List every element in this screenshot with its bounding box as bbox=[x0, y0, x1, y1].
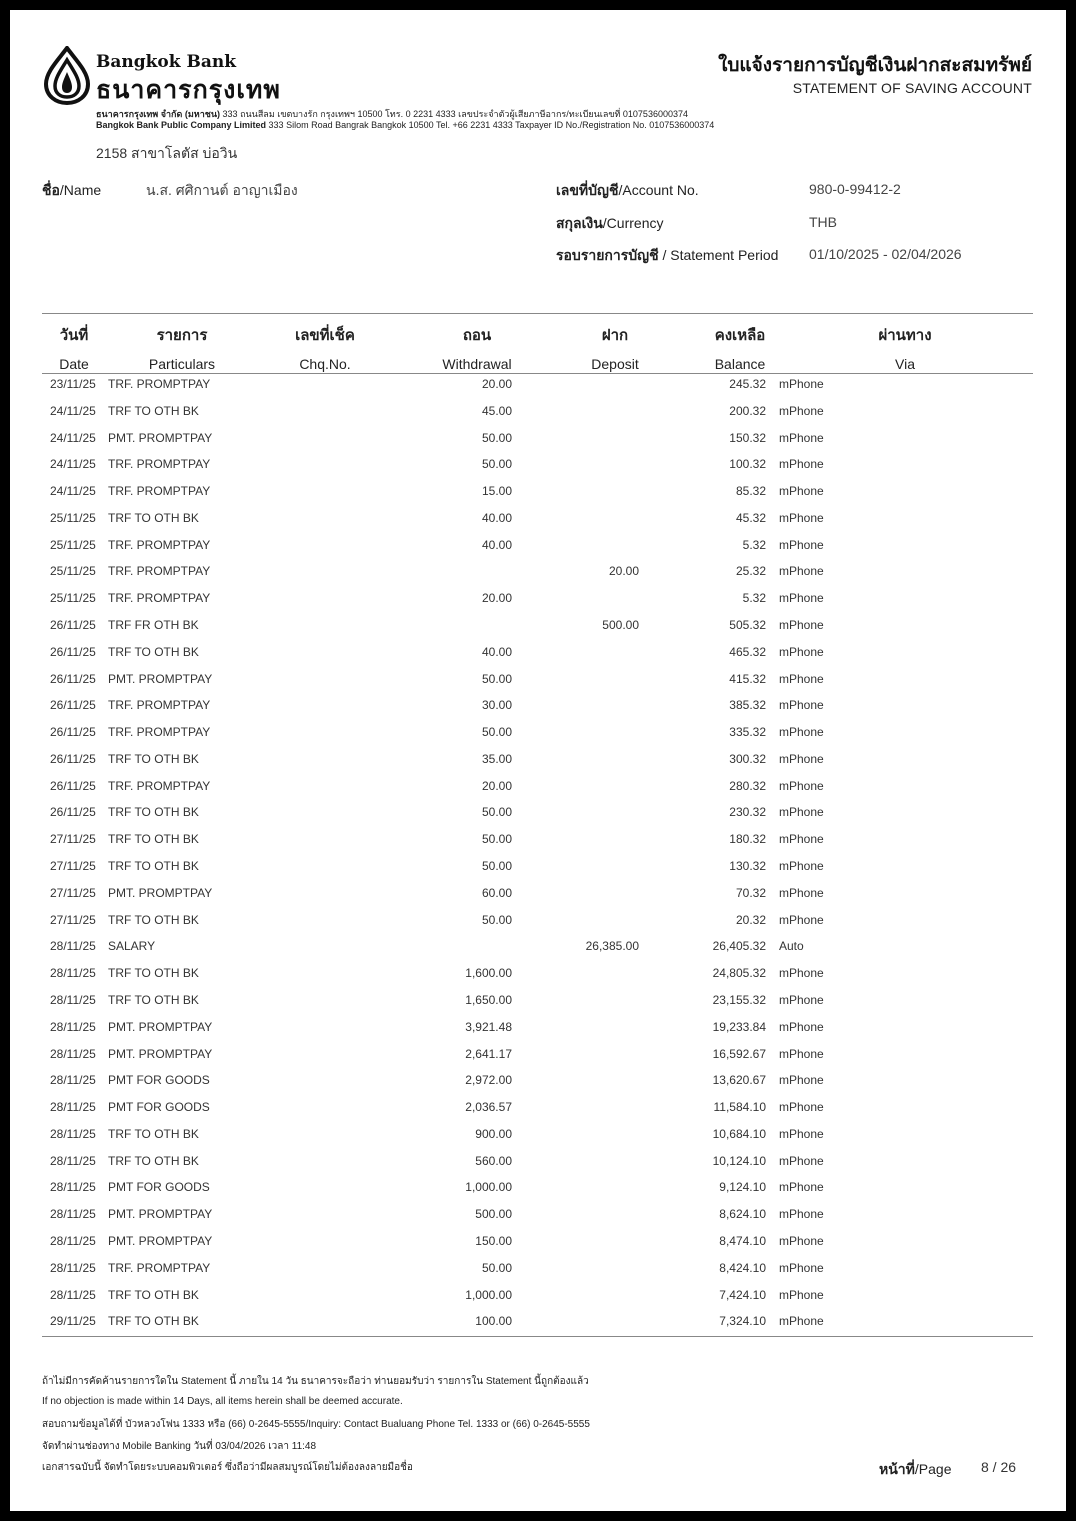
row-withdrawal: 500.00 bbox=[475, 1207, 512, 1222]
row-particulars: TRF TO OTH BK bbox=[108, 644, 199, 659]
row-date: 28/11/25 bbox=[50, 1180, 96, 1195]
table-row bbox=[10, 1180, 1066, 1200]
row-withdrawal: 900.00 bbox=[475, 1126, 512, 1141]
row-via: Auto bbox=[779, 939, 804, 954]
table-row bbox=[10, 484, 1066, 504]
name-label bbox=[42, 180, 101, 202]
header-via-en: Via bbox=[895, 356, 915, 372]
row-particulars: PMT. PROMPTPAY bbox=[108, 1207, 213, 1222]
row-via: mPhone bbox=[779, 510, 824, 525]
row-via: mPhone bbox=[779, 1100, 824, 1115]
row-particulars: TRF TO OTH BK bbox=[108, 1153, 199, 1168]
row-balance: 10,684.10 bbox=[712, 1126, 766, 1141]
account-no-label-en: /Account No. bbox=[618, 182, 699, 198]
row-via: mPhone bbox=[779, 591, 824, 606]
row-via: mPhone bbox=[779, 859, 824, 874]
row-particulars: TRF TO OTH BK bbox=[108, 1314, 199, 1329]
row-date: 26/11/25 bbox=[50, 725, 96, 740]
row-balance: 11,584.10 bbox=[713, 1100, 766, 1115]
row-balance: 45.32 bbox=[735, 510, 766, 525]
row-particulars: PMT. PROMPTPAY bbox=[108, 1019, 213, 1034]
header-date-th: วันที่ bbox=[59, 327, 89, 344]
row-withdrawal: 560.00 bbox=[475, 1153, 512, 1168]
row-via: mPhone bbox=[779, 1153, 824, 1168]
row-withdrawal: 45.00 bbox=[481, 403, 512, 418]
account-number: 980-0-99412-2 bbox=[809, 181, 901, 197]
row-withdrawal: 150.00 bbox=[475, 1233, 512, 1248]
row-withdrawal: 1,650.00 bbox=[465, 992, 512, 1007]
row-balance: 245.32 bbox=[729, 377, 766, 391]
row-date: 25/11/25 bbox=[50, 537, 96, 552]
table-row bbox=[10, 511, 1066, 531]
currency-value: THB bbox=[809, 214, 837, 230]
row-withdrawal: 100.00 bbox=[475, 1314, 512, 1329]
table-row bbox=[10, 966, 1066, 986]
row-particulars: TRF TO OTH BK bbox=[108, 992, 199, 1007]
row-date: 24/11/25 bbox=[50, 430, 96, 445]
row-balance: 70.32 bbox=[735, 885, 766, 900]
row-via: mPhone bbox=[779, 1260, 824, 1275]
row-withdrawal: 50.00 bbox=[481, 725, 512, 740]
row-via: mPhone bbox=[779, 1287, 824, 1302]
table-row bbox=[10, 1261, 1066, 1281]
table-row bbox=[10, 832, 1066, 852]
row-withdrawal: 50.00 bbox=[481, 912, 512, 927]
row-date: 28/11/25 bbox=[50, 992, 96, 1007]
table-row bbox=[10, 1314, 1066, 1334]
row-particulars: TRF TO OTH BK bbox=[108, 1287, 199, 1302]
statement-period-label-en: / Statement Period bbox=[658, 247, 779, 263]
row-via: mPhone bbox=[779, 912, 824, 927]
currency-label-en: /Currency bbox=[602, 215, 664, 231]
row-withdrawal: 40.00 bbox=[481, 510, 512, 525]
table-row bbox=[10, 1047, 1066, 1067]
table-row bbox=[10, 1288, 1066, 1308]
row-particulars: TRF. PROMPTPAY bbox=[108, 698, 211, 713]
row-particulars: TRF TO OTH BK bbox=[108, 1126, 199, 1141]
row-particulars: TRF TO OTH BK bbox=[108, 510, 199, 525]
row-particulars: TRF TO OTH BK bbox=[108, 751, 199, 766]
header-particulars bbox=[122, 323, 242, 372]
row-via: mPhone bbox=[779, 805, 824, 820]
row-particulars: TRF. PROMPTPAY bbox=[108, 778, 211, 793]
page-number: 8 / 26 bbox=[981, 1459, 1017, 1475]
row-balance: 8,624.10 bbox=[719, 1207, 766, 1222]
table-row bbox=[10, 591, 1066, 611]
header-date bbox=[44, 323, 104, 372]
row-via: mPhone bbox=[779, 1073, 824, 1088]
row-balance: 8,424.10 bbox=[719, 1260, 766, 1275]
row-via: mPhone bbox=[779, 537, 824, 552]
table-row bbox=[10, 886, 1066, 906]
row-date: 28/11/25 bbox=[50, 1100, 96, 1115]
row-balance: 24,805.32 bbox=[712, 966, 766, 981]
table-row bbox=[10, 1100, 1066, 1120]
row-particulars: TRF TO OTH BK bbox=[108, 912, 199, 927]
header-balance-en: Balance bbox=[714, 356, 766, 372]
row-withdrawal: 50.00 bbox=[481, 457, 512, 472]
row-balance: 5.32 bbox=[742, 537, 766, 552]
address-en-detail: 333 Silom Road Bangrak Bangkok 10500 Tel. +66 2231 4333 Taxpayer ID No./Registration No. 0107536000374 bbox=[268, 120, 715, 130]
address-en-company: Bangkok Bank Public Company Limited bbox=[96, 120, 267, 130]
row-date: 28/11/25 bbox=[50, 1126, 96, 1141]
row-date: 26/11/25 bbox=[50, 644, 96, 659]
table-row bbox=[10, 564, 1066, 584]
row-particulars: PMT. PROMPTPAY bbox=[108, 1233, 213, 1248]
row-balance: 10,124.10 bbox=[712, 1153, 766, 1168]
row-withdrawal: 3,921.48 bbox=[465, 1019, 512, 1034]
row-date: 28/11/25 bbox=[50, 939, 96, 954]
statement-title-th: ใบแจ้งรายการบัญชีเงินฝากสะสมทรัพย์ bbox=[718, 55, 1032, 76]
row-date: 29/11/25 bbox=[50, 1314, 96, 1329]
row-particulars: TRF. PROMPTPAY bbox=[108, 457, 211, 472]
row-withdrawal: 40.00 bbox=[481, 644, 512, 659]
row-balance: 5.32 bbox=[742, 591, 766, 606]
row-particulars: TRF. PROMPTPAY bbox=[108, 591, 211, 606]
row-withdrawal: 50.00 bbox=[481, 859, 512, 874]
table-top-rule bbox=[42, 313, 1033, 314]
row-balance: 335.32 bbox=[729, 725, 766, 740]
row-withdrawal: 50.00 bbox=[481, 805, 512, 820]
row-particulars: TRF FR OTH BK bbox=[108, 618, 199, 633]
row-via: mPhone bbox=[779, 403, 824, 418]
row-via: mPhone bbox=[779, 832, 824, 847]
row-balance: 180.32 bbox=[729, 832, 766, 847]
row-deposit: 20.00 bbox=[608, 564, 639, 579]
table-row bbox=[10, 457, 1066, 477]
row-particulars: TRF. PROMPTPAY bbox=[108, 484, 211, 499]
account-no-label bbox=[556, 180, 699, 202]
row-via: mPhone bbox=[779, 1126, 824, 1141]
row-balance: 200.32 bbox=[729, 403, 766, 418]
row-particulars: PMT FOR GOODS bbox=[108, 1180, 210, 1195]
table-row bbox=[10, 645, 1066, 665]
row-balance: 100.32 bbox=[729, 457, 766, 472]
table-row bbox=[10, 725, 1066, 745]
table-row bbox=[10, 859, 1066, 879]
page-number-label bbox=[879, 1459, 951, 1481]
row-balance: 16,592.67 bbox=[712, 1046, 766, 1061]
page-label-en: /Page bbox=[914, 1461, 952, 1477]
header-via bbox=[855, 323, 955, 372]
row-balance: 26,405.32 bbox=[712, 939, 766, 954]
header-balance-th: คงเหลือ bbox=[714, 327, 766, 344]
row-date: 28/11/25 bbox=[50, 1073, 96, 1088]
row-via: mPhone bbox=[779, 992, 824, 1007]
row-date: 27/11/25 bbox=[50, 912, 96, 927]
footer-generated: จัดทำผ่านช่องทาง Mobile Banking วันที่ 03/04/2026 เวลา 11:48 bbox=[42, 1441, 317, 1452]
row-via: mPhone bbox=[779, 644, 824, 659]
row-via: mPhone bbox=[779, 885, 824, 900]
table-row bbox=[10, 805, 1066, 825]
row-via: mPhone bbox=[779, 1314, 824, 1329]
row-via: mPhone bbox=[779, 564, 824, 579]
table-row bbox=[10, 672, 1066, 692]
header-withdrawal-en: Withdrawal bbox=[442, 356, 512, 372]
table-row bbox=[10, 993, 1066, 1013]
header-particulars-en: Particulars bbox=[148, 356, 216, 372]
row-date: 26/11/25 bbox=[50, 751, 96, 766]
table-row bbox=[10, 1234, 1066, 1254]
statement-page bbox=[10, 10, 1066, 1511]
row-date: 28/11/25 bbox=[50, 966, 96, 981]
branch-name: 2158 สาขาโลตัส บ่อวิน bbox=[96, 145, 238, 161]
row-withdrawal: 50.00 bbox=[481, 671, 512, 686]
row-particulars: TRF TO OTH BK bbox=[108, 403, 199, 418]
row-date: 28/11/25 bbox=[50, 1233, 96, 1248]
header-deposit-en: Deposit bbox=[591, 356, 639, 372]
row-date: 25/11/25 bbox=[50, 591, 96, 606]
table-row bbox=[10, 779, 1066, 799]
row-date: 24/11/25 bbox=[50, 403, 96, 418]
footer-inquiry: สอบถามข้อมูลได้ที่ บัวหลวงโฟน 1333 หรือ (66) 0-2645-5555/Inquiry: Contact Bualuang Phone Tel. 1333 or (66) 0-2645-5555 bbox=[42, 1419, 590, 1430]
row-balance: 465.32 bbox=[729, 644, 766, 659]
row-via: mPhone bbox=[779, 725, 824, 740]
row-withdrawal: 20.00 bbox=[481, 591, 512, 606]
table-row bbox=[10, 698, 1066, 718]
header-date-en: Date bbox=[59, 356, 89, 372]
header-bottom-rule bbox=[42, 373, 1033, 374]
row-withdrawal: 50.00 bbox=[481, 1260, 512, 1275]
row-particulars: TRF TO OTH BK bbox=[108, 966, 199, 981]
header-deposit-th: ฝาก bbox=[601, 327, 629, 344]
table-row bbox=[10, 1207, 1066, 1227]
row-particulars: TRF TO OTH BK bbox=[108, 859, 199, 874]
row-particulars: PMT FOR GOODS bbox=[108, 1100, 210, 1115]
row-via: mPhone bbox=[779, 698, 824, 713]
table-row bbox=[10, 1154, 1066, 1174]
name-label-th: ชื่อ bbox=[42, 182, 60, 198]
row-date: 26/11/25 bbox=[50, 618, 96, 633]
row-withdrawal: 2,641.17 bbox=[465, 1046, 512, 1061]
currency-label-th: สกุลเงิน bbox=[556, 215, 603, 231]
row-withdrawal: 50.00 bbox=[481, 832, 512, 847]
table-row bbox=[10, 1073, 1066, 1093]
row-via: mPhone bbox=[779, 618, 824, 633]
statement-title-en: STATEMENT OF SAVING ACCOUNT bbox=[792, 80, 1032, 96]
row-date: 25/11/25 bbox=[50, 510, 96, 525]
row-balance: 19,233.84 bbox=[712, 1019, 766, 1034]
currency-label bbox=[556, 213, 663, 235]
row-balance: 20.32 bbox=[735, 912, 766, 927]
address-en bbox=[96, 120, 714, 130]
row-withdrawal: 15.00 bbox=[481, 484, 512, 499]
row-withdrawal: 40.00 bbox=[481, 537, 512, 552]
row-deposit: 500.00 bbox=[602, 618, 639, 633]
page-label-th: หน้าที่ bbox=[879, 1461, 915, 1477]
row-withdrawal: 2,036.57 bbox=[465, 1100, 512, 1115]
row-via: mPhone bbox=[779, 966, 824, 981]
row-balance: 23,155.32 bbox=[712, 992, 766, 1007]
row-withdrawal: 60.00 bbox=[481, 885, 512, 900]
table-row bbox=[10, 913, 1066, 933]
header-particulars-th: รายการ bbox=[156, 327, 208, 344]
row-particulars: PMT FOR GOODS bbox=[108, 1073, 210, 1088]
row-date: 27/11/25 bbox=[50, 859, 96, 874]
row-date: 25/11/25 bbox=[50, 564, 96, 579]
row-particulars: TRF. PROMPTPAY bbox=[108, 1260, 211, 1275]
footer-computer-generated: เอกสารฉบับนี้ จัดทำโดยระบบคอมพิวเตอร์ ซึ่งถือว่ามีผลสมบูรณ์โดยไม่ต้องลงลายมือชื่อ bbox=[42, 1462, 413, 1473]
name-label-en: /Name bbox=[59, 182, 102, 198]
row-balance: 415.32 bbox=[729, 671, 766, 686]
row-date: 28/11/25 bbox=[50, 1153, 96, 1168]
row-particulars: SALARY bbox=[108, 939, 156, 954]
header-deposit bbox=[565, 323, 665, 372]
row-particulars: TRF. PROMPTPAY bbox=[108, 537, 211, 552]
row-date: 27/11/25 bbox=[50, 832, 96, 847]
row-date: 26/11/25 bbox=[50, 805, 96, 820]
table-row bbox=[10, 404, 1066, 424]
row-withdrawal: 20.00 bbox=[481, 377, 512, 391]
address-th-detail: 333 ถนนสีลม เขตบางรัก กรุงเทพฯ 10500 โทร. 0 2231 4333 เลขประจำตัวผู้เสียภาษีอากร/ทะเบียนเลขที่ 0107536000374 bbox=[222, 109, 688, 119]
table-row bbox=[10, 377, 1066, 397]
row-balance: 13,620.67 bbox=[712, 1073, 766, 1088]
row-date: 28/11/25 bbox=[50, 1046, 96, 1061]
header-chq-no-th: เลขที่เช็ค bbox=[295, 327, 355, 344]
row-date: 26/11/25 bbox=[50, 671, 96, 686]
table-row bbox=[10, 1127, 1066, 1147]
address-th-company: ธนาคารกรุงเทพ จำกัด (มหาชน) bbox=[96, 109, 221, 119]
statement-period-value: 01/10/2025 - 02/04/2026 bbox=[809, 246, 962, 262]
row-via: mPhone bbox=[779, 457, 824, 472]
bank-name-th: ธนาคารกรุงเทพ bbox=[96, 75, 281, 104]
row-date: 28/11/25 bbox=[50, 1207, 96, 1222]
account-no-label-th: เลขที่บัญชี bbox=[556, 182, 619, 198]
table-row bbox=[10, 431, 1066, 451]
header-withdrawal bbox=[417, 323, 537, 372]
header-balance bbox=[690, 323, 790, 372]
row-particulars: PMT. PROMPTPAY bbox=[108, 671, 213, 686]
row-particulars: TRF. PROMPTPAY bbox=[108, 564, 211, 579]
row-via: mPhone bbox=[779, 671, 824, 686]
row-balance: 300.32 bbox=[729, 751, 766, 766]
row-date: 28/11/25 bbox=[50, 1260, 96, 1275]
bank-name-en: Bangkok Bank bbox=[96, 52, 236, 72]
row-withdrawal: 1,000.00 bbox=[465, 1287, 512, 1302]
row-date: 27/11/25 bbox=[50, 885, 96, 900]
row-balance: 7,424.10 bbox=[719, 1287, 766, 1302]
footer-objection-en: If no objection is made within 14 Days, all items herein shall be deemed accurate. bbox=[42, 1396, 403, 1407]
row-withdrawal: 50.00 bbox=[481, 430, 512, 445]
row-particulars: TRF TO OTH BK bbox=[108, 832, 199, 847]
row-balance: 280.32 bbox=[729, 778, 766, 793]
row-balance: 85.32 bbox=[735, 484, 766, 499]
row-via: mPhone bbox=[779, 377, 824, 391]
row-balance: 130.32 bbox=[729, 859, 766, 874]
row-date: 23/11/25 bbox=[50, 377, 96, 391]
row-withdrawal: 1,000.00 bbox=[465, 1180, 512, 1195]
footer-objection-th: ถ้าไม่มีการคัดค้านรายการใดใน Statement นี้ ภายใน 14 วัน ธนาคารจะถือว่า ท่านยอมรับว่า รายการใน Statement นี้ถูกต้องแล้ว bbox=[42, 1376, 589, 1387]
statement-period-label-th: รอบรายการบัญชี bbox=[556, 247, 659, 263]
account-holder-name: น.ส. ศศิกานต์ อาญาเมือง bbox=[146, 182, 298, 198]
row-via: mPhone bbox=[779, 1180, 824, 1195]
row-balance: 25.32 bbox=[735, 564, 766, 579]
row-date: 26/11/25 bbox=[50, 698, 96, 713]
row-via: mPhone bbox=[779, 1233, 824, 1248]
row-particulars: TRF. PROMPTPAY bbox=[108, 725, 211, 740]
row-particulars: PMT. PROMPTPAY bbox=[108, 885, 213, 900]
row-balance: 505.32 bbox=[729, 618, 766, 633]
row-via: mPhone bbox=[779, 751, 824, 766]
row-balance: 385.32 bbox=[729, 698, 766, 713]
row-date: 24/11/25 bbox=[50, 484, 96, 499]
row-withdrawal: 1,600.00 bbox=[465, 966, 512, 981]
row-date: 28/11/25 bbox=[50, 1287, 96, 1302]
header-withdrawal-th: ถอน bbox=[462, 327, 492, 344]
row-particulars: PMT. PROMPTPAY bbox=[108, 1046, 213, 1061]
row-withdrawal: 20.00 bbox=[481, 778, 512, 793]
header-chq-no-en: Chq.No. bbox=[299, 356, 351, 372]
row-balance: 230.32 bbox=[729, 805, 766, 820]
row-via: mPhone bbox=[779, 778, 824, 793]
row-via: mPhone bbox=[779, 484, 824, 499]
row-date: 24/11/25 bbox=[50, 457, 96, 472]
table-row bbox=[10, 618, 1066, 638]
row-balance: 8,474.10 bbox=[719, 1233, 766, 1248]
table-row bbox=[10, 939, 1066, 959]
row-via: mPhone bbox=[779, 1046, 824, 1061]
address-th bbox=[96, 107, 688, 121]
row-balance: 9,124.10 bbox=[719, 1180, 766, 1195]
row-withdrawal: 35.00 bbox=[481, 751, 512, 766]
table-row bbox=[10, 752, 1066, 772]
row-particulars: PMT. PROMPTPAY bbox=[108, 430, 213, 445]
row-withdrawal: 30.00 bbox=[481, 698, 512, 713]
row-via: mPhone bbox=[779, 430, 824, 445]
row-date: 26/11/25 bbox=[50, 778, 96, 793]
header-chq-no bbox=[275, 323, 375, 372]
bangkok-bank-lotus-logo-icon bbox=[44, 46, 90, 106]
table-bottom-rule bbox=[42, 1336, 1033, 1337]
row-particulars: TRF TO OTH BK bbox=[108, 805, 199, 820]
row-date: 28/11/25 bbox=[50, 1019, 96, 1034]
table-row bbox=[10, 538, 1066, 558]
row-withdrawal: 2,972.00 bbox=[465, 1073, 512, 1088]
statement-period-label bbox=[556, 245, 778, 267]
header-via-th: ผ่านทาง bbox=[878, 327, 932, 344]
row-deposit: 26,385.00 bbox=[585, 939, 639, 954]
row-via: mPhone bbox=[779, 1019, 824, 1034]
row-via: mPhone bbox=[779, 1207, 824, 1222]
row-balance: 7,324.10 bbox=[719, 1314, 766, 1329]
table-row bbox=[10, 1020, 1066, 1040]
row-balance: 150.32 bbox=[729, 430, 766, 445]
row-particulars: TRF. PROMPTPAY bbox=[108, 377, 211, 391]
